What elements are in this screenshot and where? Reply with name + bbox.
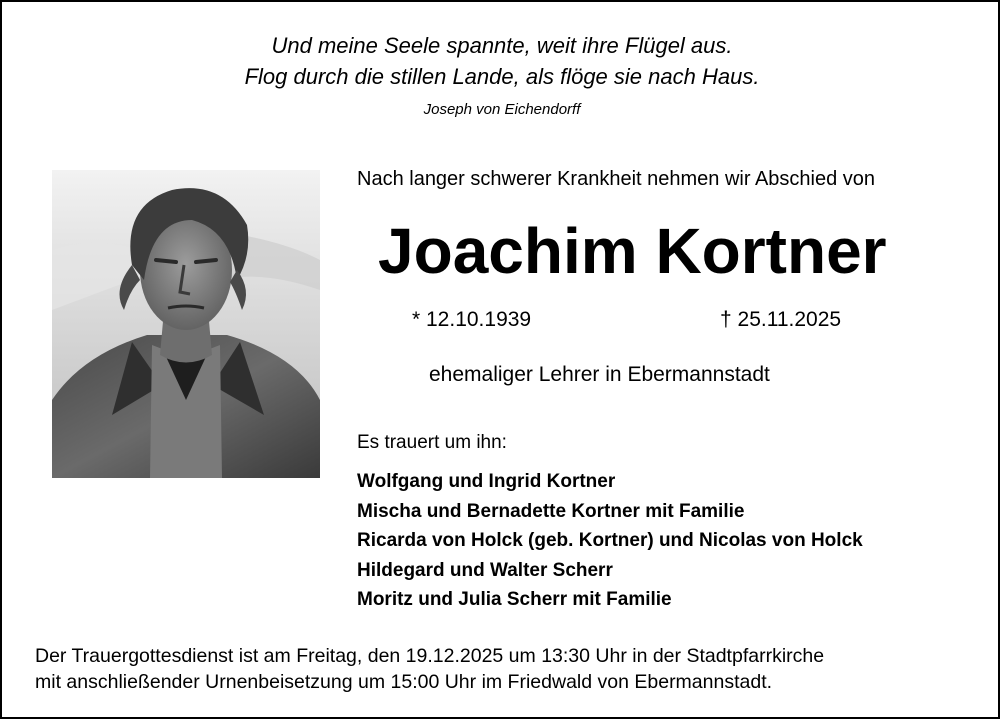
mourner: Ricarda von Holck (geb. Kortner) und Nicolas von Holck xyxy=(357,530,863,551)
death-date: † 25.11.2025 xyxy=(720,308,842,331)
poem-line: Und meine Seele spannte, weit ihre Flügel aus. xyxy=(271,33,733,58)
mourners-label: Es trauert um ihn: xyxy=(357,432,507,453)
mourners-list xyxy=(357,467,863,615)
mourner: Hildegard und Walter Scherr xyxy=(357,559,613,581)
poem xyxy=(2,30,1000,92)
deceased-name: Joachim Kortner xyxy=(378,215,887,287)
mourner: Wolfgang und Ingrid Kortner xyxy=(357,471,616,492)
service-line: Der Trauergottesdienst ist am Freitag, den 19.12.2025 um 13:30 Uhr in der Stadtpfarrkirche xyxy=(35,645,825,667)
poem-line: Flog durch die stillen Lande, als flöge sie nach Haus. xyxy=(244,64,760,89)
mourner: Moritz und Julia Scherr mit Familie xyxy=(357,589,672,610)
birth-date: * 12.10.1939 xyxy=(412,308,532,331)
service-info xyxy=(35,643,824,695)
portrait-photo xyxy=(52,170,320,478)
service-line: mit anschließender Urnenbeisetzung um 15:00 Uhr im Friedwald von Ebermannstadt. xyxy=(35,671,773,693)
mourner: Mischa und Bernadette Kortner mit Familie xyxy=(357,500,745,522)
intro-text: Nach langer schwerer Krankheit nehmen wir Abschied von xyxy=(357,168,876,190)
poem-author: Joseph von Eichendorff xyxy=(423,101,581,118)
profession: ehemaliger Lehrer in Ebermannstadt xyxy=(429,363,770,386)
